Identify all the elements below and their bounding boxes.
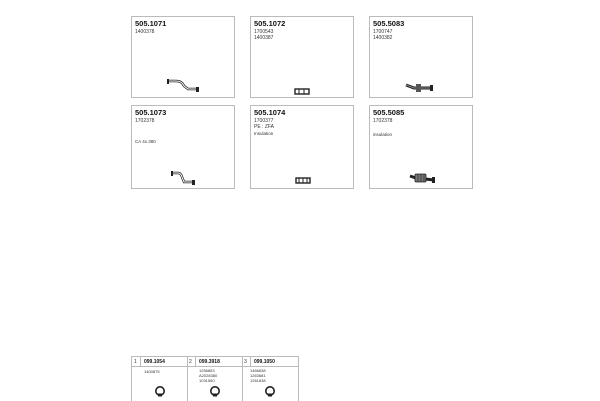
accessory-index: 2 — [189, 359, 192, 365]
part-card-505-1074 — [250, 105, 354, 189]
part-note: Insulation — [254, 131, 274, 136]
accessory-reference: A2028380 — [199, 373, 218, 378]
part-card-505-1071 — [131, 16, 235, 98]
part-code: 505.5083 — [373, 19, 405, 28]
accessory-code: 099.1054 — [144, 359, 165, 365]
accessory-index: 1 — [134, 359, 137, 365]
divider — [195, 357, 196, 366]
part-card-505-5083 — [369, 16, 473, 98]
part-reference: 1702378 — [135, 118, 155, 124]
part-card-505-1073 — [131, 105, 235, 189]
accessory-reference: 1400875 — [144, 369, 160, 374]
exhaust-pipe-icon — [408, 172, 436, 186]
divider — [140, 357, 141, 366]
part-reference: 1700543 — [254, 29, 274, 35]
part-reference: 1700747 — [373, 29, 393, 35]
part-code: 505.1073 — [135, 108, 167, 117]
part-reference: 1700377 — [254, 118, 274, 124]
part-reference: 1400378 — [135, 29, 155, 35]
clamp-icon — [154, 385, 166, 397]
clamp-icon — [264, 385, 276, 397]
accessory-reference: 1256853 — [199, 368, 215, 373]
exhaust-pipe-icon — [294, 87, 310, 96]
part-reference: PE : ZFA — [254, 124, 275, 130]
part-card-505-1072 — [250, 16, 354, 98]
divider — [132, 366, 187, 367]
accessory-reference: 1263681 — [250, 373, 266, 378]
part-code: 505.1074 — [254, 108, 286, 117]
divider — [250, 357, 251, 366]
accessory-index: 3 — [244, 359, 247, 365]
part-note: CA 4x.380 — [135, 139, 156, 144]
clamp-icon — [209, 385, 221, 397]
accessory-cell — [242, 357, 298, 401]
exhaust-pipe-icon — [295, 176, 311, 185]
part-code: 505.5085 — [373, 108, 405, 117]
part-card-505-5085 — [369, 105, 473, 189]
accessory-cell — [132, 357, 188, 401]
exhaust-pipe-icon — [404, 81, 434, 94]
part-code: 505.1072 — [254, 19, 286, 28]
part-reference: 1702378 — [373, 118, 393, 124]
part-reference: 1400387 — [254, 35, 274, 41]
accessories-table — [131, 356, 299, 401]
accessory-code: 099.3918 — [199, 359, 220, 365]
part-reference: 1400382 — [373, 35, 393, 41]
divider — [187, 366, 242, 367]
accessory-reference: 1261838 — [250, 378, 266, 383]
part-code: 505.1071 — [135, 19, 167, 28]
divider — [242, 366, 298, 367]
exhaust-pipe-icon — [166, 77, 200, 93]
accessory-reference: 1031560 — [199, 378, 215, 383]
accessory-reference: 1466838 — [250, 368, 266, 373]
accessory-code: 099.1050 — [254, 359, 275, 365]
accessory-cell — [187, 357, 243, 401]
exhaust-pipe-icon — [170, 170, 196, 186]
part-note: insulation — [373, 132, 393, 137]
